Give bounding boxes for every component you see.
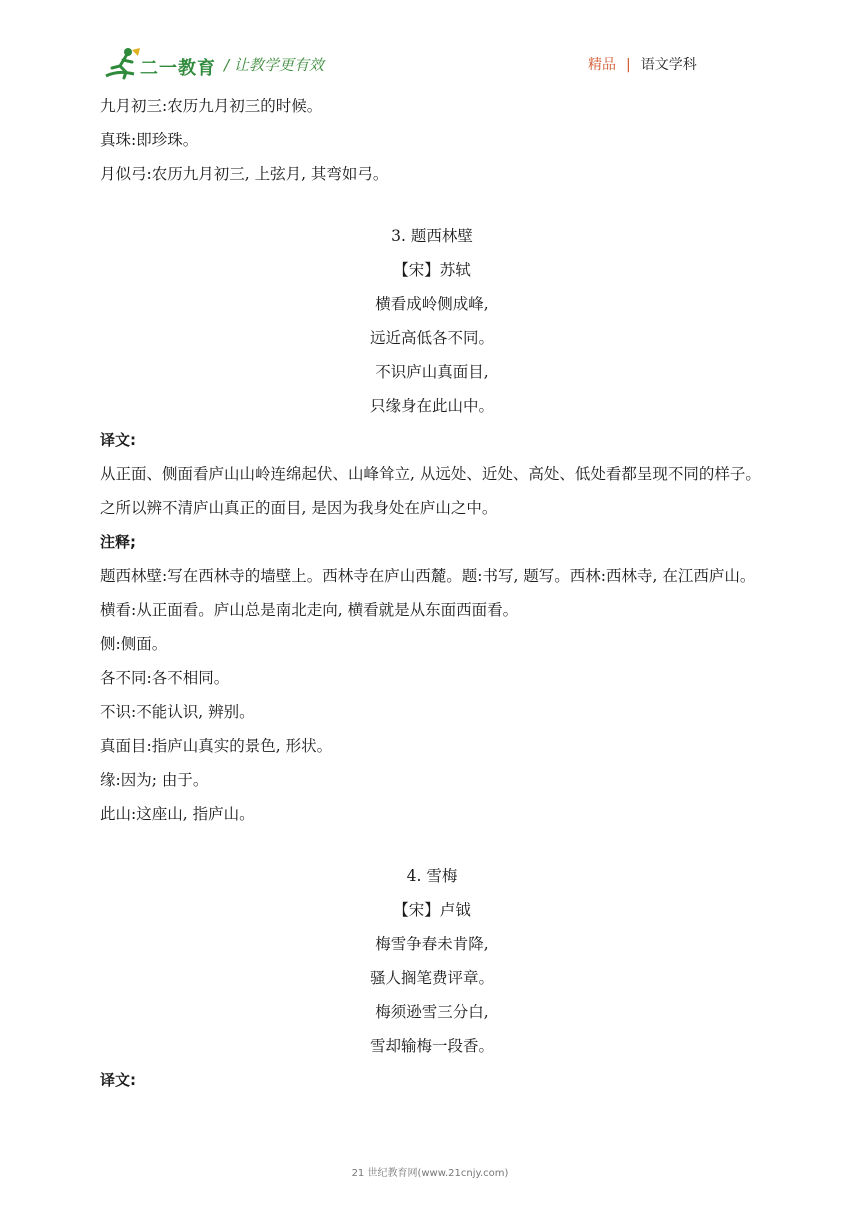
poem-line: 骚人搁笔费评章。 bbox=[369, 969, 494, 987]
logo bbox=[104, 46, 214, 80]
slogan: / 让教学更有效 bbox=[224, 56, 324, 74]
poem-line: 雪却输梅一段香。 bbox=[369, 1037, 494, 1055]
subject-label: 语文学科 bbox=[640, 57, 697, 73]
poem-title: 3. 题西林壁 bbox=[391, 227, 473, 245]
translation-heading: 译文: bbox=[100, 431, 136, 449]
poem-author: 【宋】卢钺 bbox=[393, 901, 471, 919]
note-line: 缘:因为; 由于。 bbox=[100, 771, 209, 789]
note-line: 各不同:各不相同。 bbox=[100, 669, 230, 687]
quality-label: 精品 bbox=[588, 57, 616, 73]
page-header bbox=[0, 0, 860, 92]
note-line: 真珠:即珍珠。 bbox=[100, 131, 199, 149]
note-line: 横看:从正面看。庐山总是南北走向, 横看就是从东面西面看。 bbox=[100, 601, 519, 619]
note-line: 此山:这座山, 指庐山。 bbox=[100, 805, 255, 823]
header-divider: | bbox=[626, 57, 631, 73]
runner-logo-icon bbox=[104, 46, 144, 80]
poem-line: 横看成岭侧成峰, bbox=[375, 295, 489, 313]
poem-line: 只缘身在此山中。 bbox=[369, 397, 494, 415]
note-line: 九月初三:农历九月初三的时候。 bbox=[100, 97, 323, 115]
note-line: 题西林壁:写在西林寺的墙壁上。西林寺在庐山西麓。题:书写, 题写。西林:西林寺, 在江西庐山。 bbox=[100, 567, 756, 585]
note-line: 侧:侧面。 bbox=[100, 635, 168, 653]
poem-title: 4. 雪梅 bbox=[406, 867, 458, 885]
poem-line: 梅须逊雪三分白, bbox=[375, 1003, 489, 1021]
poem-line: 远近高低各不同。 bbox=[369, 329, 494, 347]
translation-heading: 译文: bbox=[100, 1071, 136, 1089]
translation-text: 从正面、侧面看庐山山岭连绵起伏、山峰耸立, 从远处、近处、高处、低处看都呈现不同的样子。之所以辨不清庐山真正的面目, 是因为我身处在庐山之中。 bbox=[100, 465, 761, 517]
note-line: 真面目:指庐山真实的景色, 形状。 bbox=[100, 737, 333, 755]
notes-heading: 注释; bbox=[100, 533, 136, 551]
poem-line: 不识庐山真面目, bbox=[375, 363, 489, 381]
note-line: 月似弓:农历九月初三, 上弦月, 其弯如弓。 bbox=[100, 165, 389, 183]
poem-line: 梅雪争春未肯降, bbox=[375, 935, 489, 953]
page-footer: 21 世纪教育网(www.21cnjy.com) bbox=[351, 1168, 509, 1179]
logo-text: 二一教育 bbox=[140, 58, 216, 79]
document-body bbox=[100, 89, 764, 1097]
header-right bbox=[588, 54, 697, 74]
note-line: 不识:不能认识, 辨别。 bbox=[100, 703, 255, 721]
poem-author: 【宋】苏轼 bbox=[393, 261, 471, 279]
